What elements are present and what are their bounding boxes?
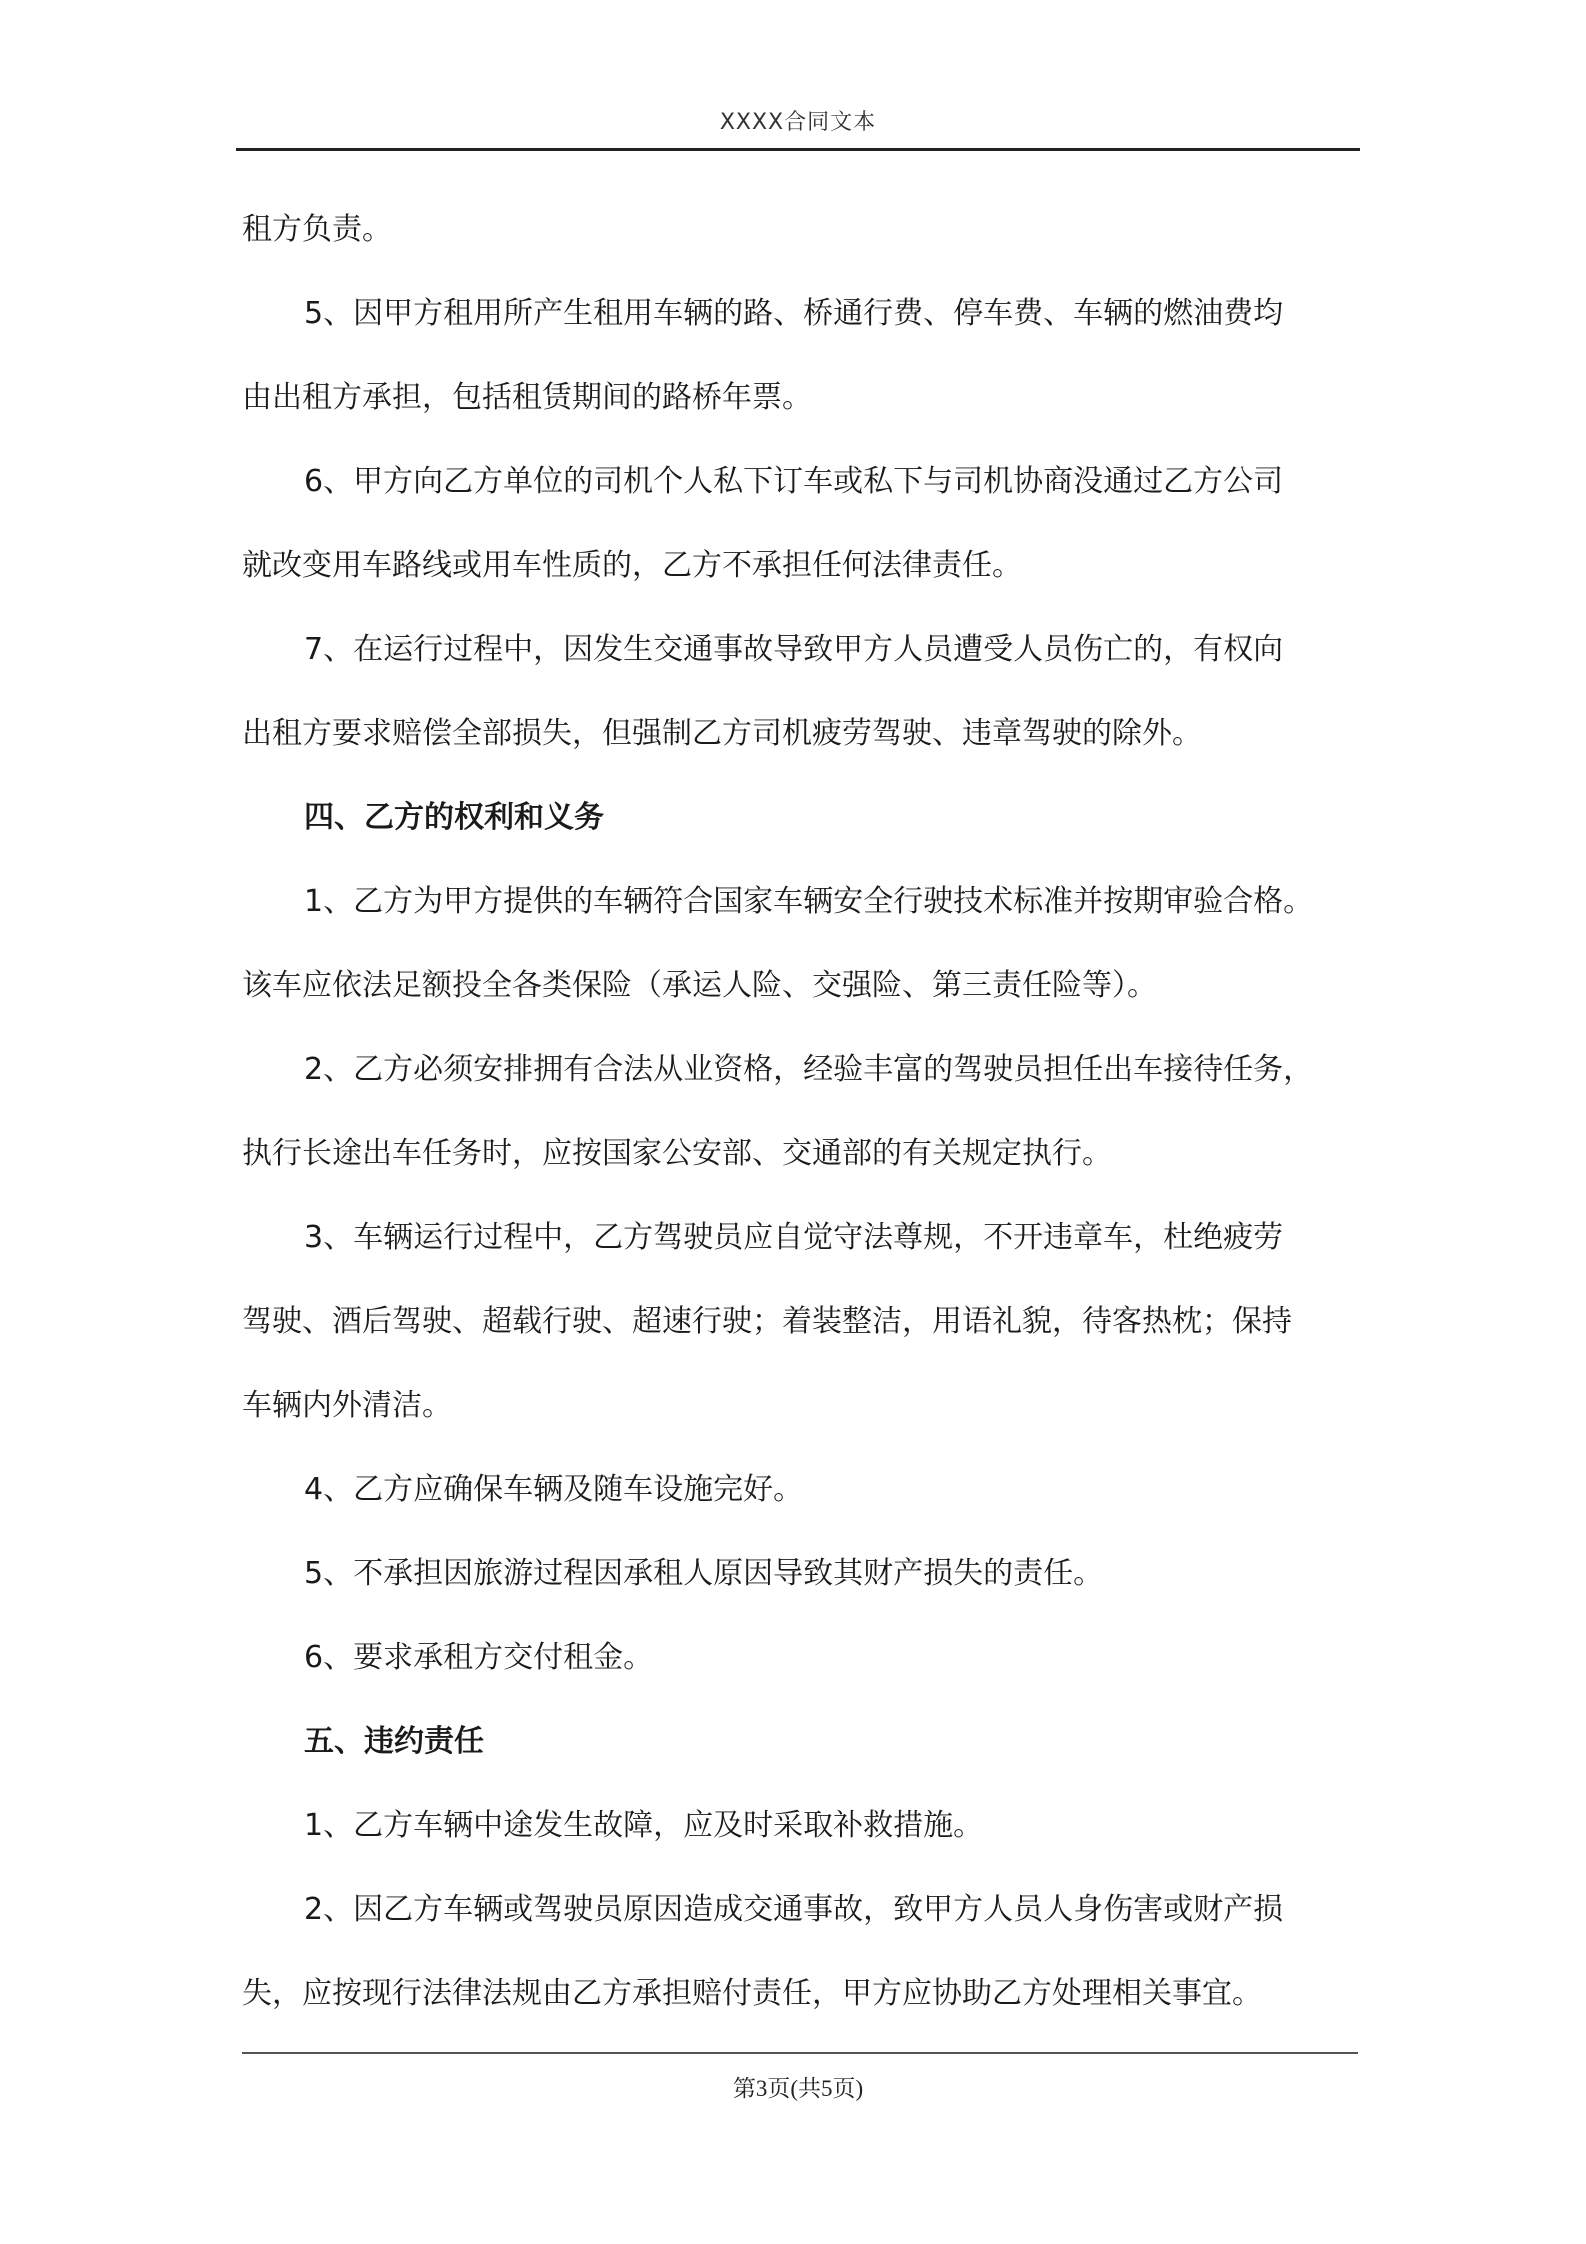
body-line: 1、乙方车辆中途发生故障，应及时采取补救措施。 bbox=[304, 1808, 984, 1843]
body-line: 5、因甲方租用所产生租用车辆的路、桥通行费、停车费、车辆的燃油费均 bbox=[304, 296, 1284, 331]
document-body bbox=[242, 200, 1366, 2048]
body-line: 1、乙方为甲方提供的车辆符合国家车辆安全行驶技术标准并按期审验合格。 bbox=[304, 884, 1314, 919]
footer-divider bbox=[242, 2052, 1358, 2054]
section-heading: 五、违约责任 bbox=[304, 1724, 484, 1759]
body-line: 该车应依法足额投全各类保险（承运人险、交强险、第三责任险等）。 bbox=[242, 968, 1157, 1003]
body-line: 车辆内外清洁。 bbox=[242, 1388, 452, 1423]
body-line: 由出租方承担，包括租赁期间的路桥年票。 bbox=[242, 380, 812, 415]
body-line: 5、不承担因旅游过程因承租人原因导致其财产损失的责任。 bbox=[304, 1556, 1104, 1591]
body-line: 失，应按现行法律法规由乙方承担赔付责任，甲方应协助乙方处理相关事宜。 bbox=[242, 1976, 1262, 2011]
body-line: 租方负责。 bbox=[242, 212, 392, 247]
page-number: 第3页(共5页) bbox=[732, 2076, 864, 2101]
body-line: 3、车辆运行过程中，乙方驾驶员应自觉守法尊规，不开违章车，杜绝疲劳 bbox=[304, 1220, 1284, 1255]
body-line: 7、在运行过程中，因发生交通事故导致甲方人员遭受人员伤亡的，有权向 bbox=[304, 632, 1284, 667]
body-line: 就改变用车路线或用车性质的，乙方不承担任何法律责任。 bbox=[242, 548, 1022, 583]
page-header bbox=[236, 108, 1360, 151]
body-line: 6、甲方向乙方单位的司机个人私下订车或私下与司机协商没通过乙方公司 bbox=[304, 464, 1284, 499]
body-line: 执行长途出车任务时，应按国家公安部、交通部的有关规定执行。 bbox=[242, 1136, 1112, 1171]
section-heading: 四、乙方的权利和义务 bbox=[304, 800, 604, 835]
body-line: 6、要求承租方交付租金。 bbox=[304, 1640, 654, 1675]
header-title: XXXX合同文本 bbox=[719, 110, 877, 135]
body-line: 2、因乙方车辆或驾驶员原因造成交通事故，致甲方人员人身伤害或财产损 bbox=[304, 1892, 1284, 1927]
body-line: 4、乙方应确保车辆及随车设施完好。 bbox=[304, 1472, 804, 1507]
body-line: 驾驶、酒后驾驶、超载行驶、超速行驶；着装整洁，用语礼貌，待客热枕；保持 bbox=[242, 1304, 1292, 1339]
body-line: 2、乙方必须安排拥有合法从业资格，经验丰富的驾驶员担任出车接待任务， bbox=[304, 1052, 1314, 1087]
body-line: 出租方要求赔偿全部损失，但强制乙方司机疲劳驾驶、违章驾驶的除外。 bbox=[242, 716, 1202, 751]
